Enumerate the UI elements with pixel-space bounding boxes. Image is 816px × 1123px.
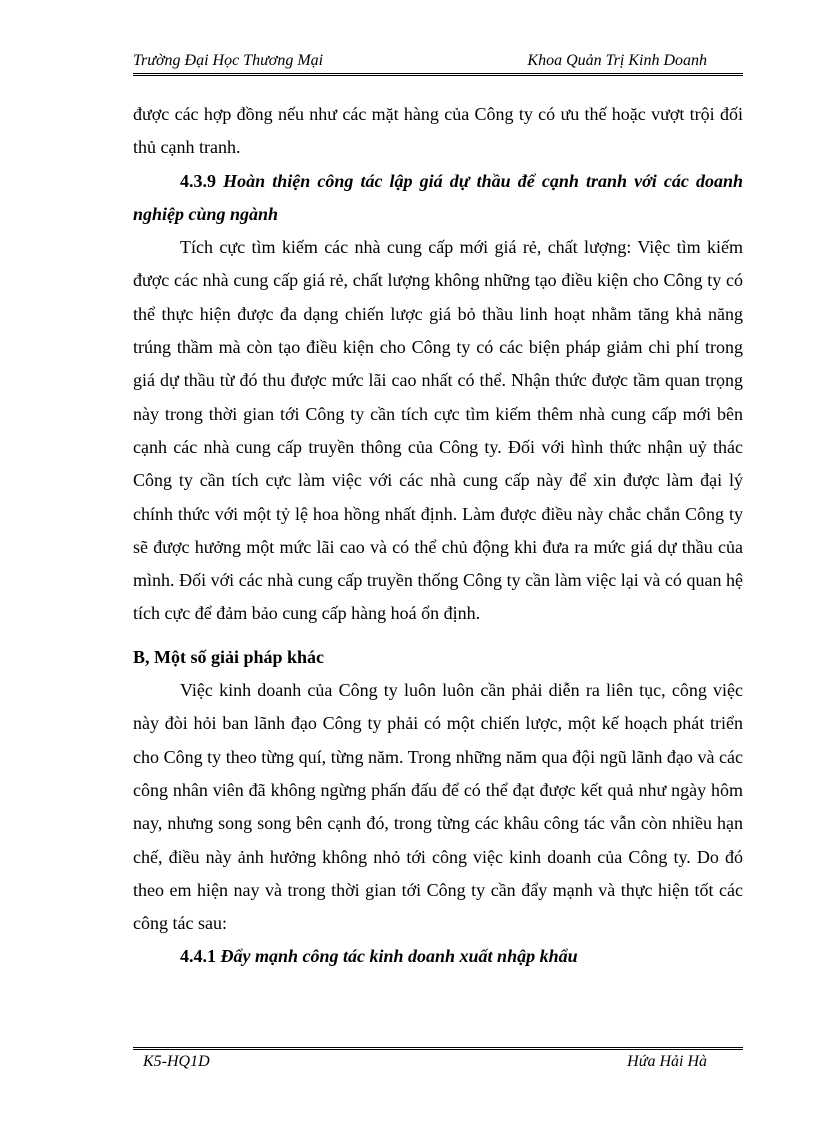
heading-number: 4.3.9 [180,170,216,191]
header-school-name: Trường Đại Học Thương Mại [133,52,324,69]
section-heading-4-4-1 [133,940,743,973]
heading-title: Hoàn thiện công tác lập giá dự thầu để cạnh tranh với các doanh nghiệp cùng ngành [133,170,744,224]
paragraph-business: Việc kinh doanh của Công ty luôn luôn cần phải diễn ra liên tục, công việc này đòi hỏi ban lãnh đạo Công ty phải có một chiến lược, một kế hoạch phát triển cho Công ty theo từng quí, từng năm. Trong những năm qua đội ngũ lãnh đạo và các công nhân viên đã không ngừng phấn đấu để có thể đạt được kết quả như ngày hôm nay, nhưng song song bên cạnh đó, trong từng các khâu công tác vẫn còn nhiều hạn chế, điều này ảnh hưởng không nhỏ tới công việc kinh doanh của Công ty. Do đó theo em hiện nay và trong thời gian tới Công ty cần đẩy mạnh và thực hiện tốt các công tác sau: [133,680,743,934]
header-rule [133,73,743,76]
page-body [133,98,743,974]
section-heading-4-3-9 [133,165,743,232]
footer-rule [133,1047,743,1050]
paragraph-suppliers: Tích cực tìm kiếm các nhà cung cấp mới giá rẻ, chất lượng: Việc tìm kiếm được các nhà cung cấp giá rẻ, chất lượng không những tạo điều kiện cho Công ty có thể thực hiện được đa dạng chiến lược giá bỏ thầu linh hoạt nhằm tăng khả năng trúng thầm mà còn tạo điều kiện cho Công ty có các biện pháp giảm chi phí trong giá dự thầu từ đó thu được mức lãi cao nhất có thể. Nhận thức được tầm quan trọng này trong thời gian tới Công ty cần tích cực tìm kiếm thêm nhà cung cấp mới bên cạnh các nhà cung cấp truyền thông của Công ty. Đối với hình thức nhận uỷ thác Công ty cần tích cực làm việc với các nhà cung cấp này để xin được làm đại lý chính thức với một tỷ lệ hoa hồng nhất định. Làm được điều này chắc chắn Công ty sẽ được hưởng một mức lãi cao và có thể chủ động khi đưa ra mức giá dự thầu của mình. Đối với các nhà cung cấp truyền thống Công ty cần làm việc lại và có quan hệ tích cực để đảm bảo cung cấp hàng hoá ổn định. [133,237,743,624]
section-heading-b: B, Một số giải pháp khác [133,646,325,667]
header-faculty-name: Khoa Quản Trị Kinh Doanh [527,52,707,69]
footer-author-name: Hứa Hải Hà [627,1053,707,1070]
heading-title: Đẩy mạnh công tác kinh doanh xuất nhập khẩu [220,946,578,967]
paragraph-continuation: được các hợp đồng nếu như các mặt hàng của Công ty có ưu thế hoặc vượt trội đối thủ cạnh tranh. [133,104,743,158]
footer-class-code: K5-HQ1D [143,1053,210,1070]
page-header [133,52,743,74]
heading-number: 4.4.1 [180,946,216,967]
